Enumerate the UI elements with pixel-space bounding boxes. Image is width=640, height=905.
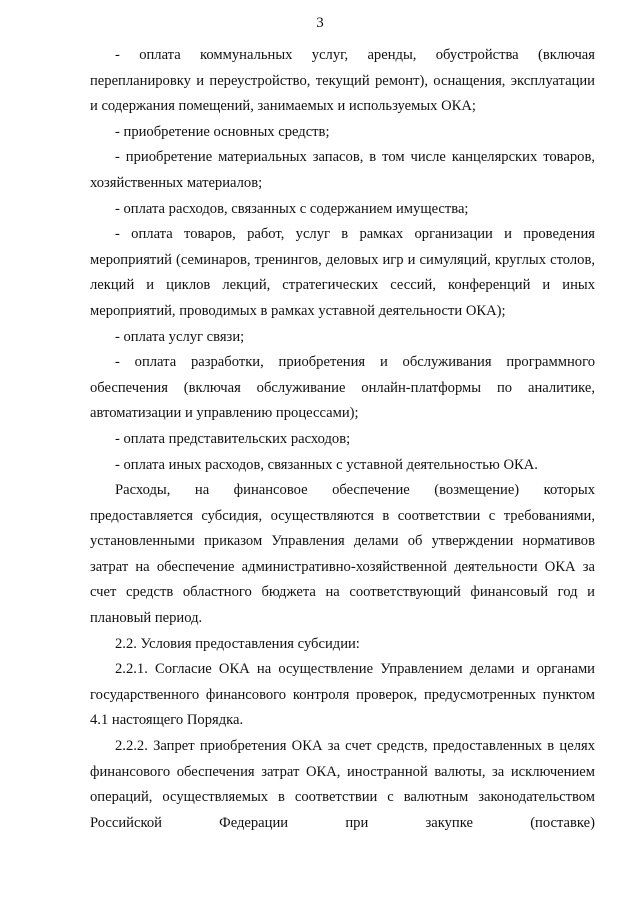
document-body [90, 43, 595, 836]
paragraph-representation: - оплата представительских расходов; [115, 430, 351, 447]
paragraph-section-2-2-1: 2.2.1. Согласие ОКА на осуществление Управлением делами и органами государственного финансового контроля проверок, предусмотренных пунктом 4.1 настоящего Порядка. [90, 661, 595, 729]
paragraph-property-maintenance: - оплата расходов, связанных с содержанием имущества; [115, 200, 469, 217]
paragraph-section-2-2: 2.2. Условия предоставления субсидии: [115, 635, 360, 652]
paragraph-material-stocks: - приобретение материальных запасов, в том числе канцелярских товаров, хозяйственных материалов; [90, 149, 595, 191]
paragraph-expenses-requirements: Расходы, на финансовое обеспечение (возмещение) которых предоставляется субсидия, осуществляются в соответствии с требованиями, установленными приказом Управления делами об утверждении нормативов затрат на обеспечение административно-хозяйственной деятельности ОКА за счет средств областного бюджета на соответствующий финансовый год и плановый период. [90, 482, 595, 627]
paragraph-other-expenses: - оплата иных расходов, связанных с уставной деятельностью ОКА. [115, 456, 538, 473]
paragraph-utilities: - оплата коммунальных услуг, аренды, обустройства (включая перепланировку и переустройство, текущий ремонт), оснащения, эксплуатации и содержания помещений, занимаемых и используемых ОКА; [90, 47, 595, 115]
paragraph-fixed-assets: - приобретение основных средств; [115, 123, 330, 140]
paragraph-section-2-2-2: 2.2.2. Запрет приобретения ОКА за счет средств, предоставленных в целях финансового обеспечения затрат ОКА, иностранной валюты, за исключением операций, осуществляемых в соответствии с валютным законодательством Российской Федерации при закупке (поставке) [90, 738, 595, 831]
page-number: 3 [316, 15, 324, 31]
paragraph-communications: - оплата услуг связи; [115, 328, 245, 345]
paragraph-software: - оплата разработки, приобретения и обслуживания программного обеспечения (включая обслуживание онлайн-платформы по аналитике, автоматизации и управлению процессами); [90, 354, 595, 422]
paragraph-events: - оплата товаров, работ, услуг в рамках организации и проведения мероприятий (семинаров, тренингов, деловых игр и симуляций, круглых столов, лекций и циклов лекций, стратегических сессий, конференций и иных мероприятий, проводимых в рамках уставной деятельности ОКА); [90, 226, 595, 319]
